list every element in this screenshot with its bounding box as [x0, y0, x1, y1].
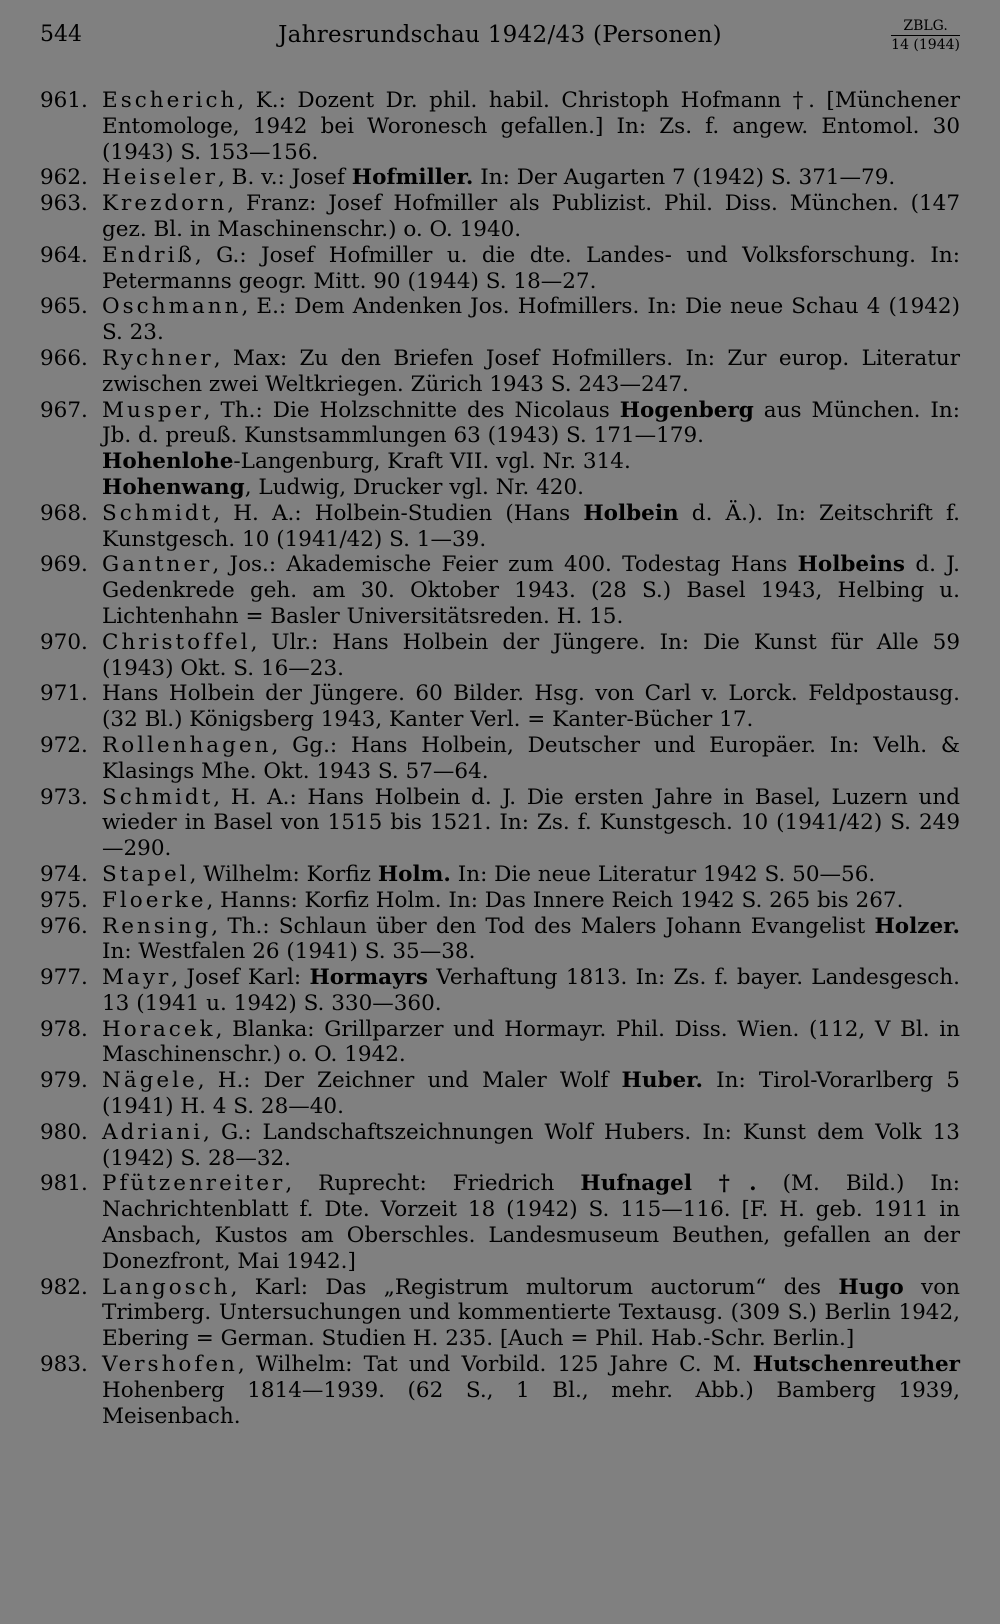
entry-author: Horacek — [102, 1016, 216, 1042]
entry-text-part: von Trimberg. Untersuchungen und kommentierte Textausg. (309 S.) Berlin 1942, Ebering = German. Studien H. 235. [Auch = Phil. Hab.-Schr. Berlin.] — [102, 1274, 960, 1352]
entry-author: Rollenhagen — [102, 732, 272, 758]
bibliography-entry — [40, 888, 960, 914]
entry-text — [102, 1120, 960, 1172]
bibliography-entry — [40, 1275, 960, 1352]
bibliography-entry — [40, 785, 960, 862]
entry-text-part: , Gg.: Hans Holbein, Deutscher und Europäer. In: Velh. & Klasings Mhe. Okt. 1943 S. 57—64. — [102, 732, 960, 784]
entry-text — [102, 681, 960, 733]
entry-number: 970. — [40, 629, 88, 655]
entry-author: Stapel — [102, 861, 190, 887]
entry-text-part: , G.: Landschaftszeichnungen Wolf Hubers. In: Kunst dem Volk 13 (1942) S. 28—32. — [102, 1119, 960, 1171]
entry-text-part: , H.: Der Zeichner und Maler Wolf — [197, 1068, 622, 1094]
entry-text-part: d. Ä.). In: Zeitschrift f. Kunstgesch. 10 (1941/42) S. 1—39. — [102, 500, 961, 552]
entry-keyword: Hohenlohe — [102, 449, 234, 475]
entry-text-part: Verhaftung 1813. In: Zs. f. bayer. Landesgesch. 13 (1941 u. 1942) S. 330—360. — [102, 965, 960, 1016]
entry-author: Langosch — [102, 1274, 231, 1300]
entry-text — [102, 862, 960, 888]
entry-number: 983. — [40, 1352, 88, 1378]
cross-reference — [40, 475, 960, 501]
entry-text-part: Hohenberg 1814—1939. (62 S., 1 Bl., mehr. Abb.) Bamberg 1939, Meisenbach. — [102, 1377, 960, 1429]
entry-text-part: , Th.: Schlaun über den Tod des Malers Johann Evangelist — [211, 913, 875, 939]
cross-reference — [40, 449, 960, 475]
entry-keyword: Holm. — [377, 861, 451, 887]
entry-number: 964. — [40, 242, 88, 268]
bibliography-entry — [40, 862, 960, 888]
entry-number: 981. — [40, 1171, 88, 1197]
entry-text — [102, 733, 960, 785]
entry-text-part: , H. A.: Hans Holbein d. J. Die ersten Jahre in Basel, Luzern und wieder in Basel von 1515 bis 1521. In: Zs. f. Kunstgesch. 10 (1941/42) S. 249—290. — [102, 784, 960, 862]
entry-author: Escherich — [102, 88, 238, 113]
bibliography-entry — [40, 398, 960, 450]
entry-author: Vershofen — [102, 1352, 238, 1378]
bibliography-entry — [40, 1352, 960, 1429]
entry-author: Rychner — [102, 345, 214, 371]
entry-author: Rensing — [102, 913, 212, 939]
bibliography-entry — [40, 965, 960, 1017]
entry-text-part: , E.: Dem Andenken Jos. Hofmillers. In: Die neue Schau 4 (1942) S. 23. — [102, 294, 960, 346]
entry-text — [102, 1017, 960, 1069]
entry-number: 979. — [40, 1068, 88, 1094]
entry-text-part: , K.: Dozent Dr. phil. habil. Christoph Hofmann †. [Münchener Entomologe, 1942 bei Woronesch gefallen.] In: Zs. f. angew. Entomol. 30 (1943) S. 153—156. — [102, 88, 960, 165]
entry-author: Mayr — [102, 965, 172, 991]
entry-number: 974. — [40, 861, 88, 887]
entry-number: 982. — [40, 1274, 88, 1300]
journal-abbreviation: ZBLG. — [891, 18, 960, 36]
entry-keyword: Hormayrs — [309, 965, 429, 991]
entry-text-part: , Franz: Josef Hofmiller als Publizist. Phil. Diss. München. (147 gez. Bl. in Maschinenschr.) o. O. 1940. — [102, 191, 960, 242]
entry-text-part: In: Westfalen 26 (1941) S. 35—38. — [102, 939, 476, 965]
bibliography-entry — [40, 346, 960, 398]
entry-text — [102, 88, 960, 165]
entry-text-part: d. J. Gedenkrede geh. am 30. Oktober 1943. (28 S.) Basel 1943, Helbing u. Lichtenhahn = Basler Universitätsreden. H. 15. — [102, 552, 960, 629]
entry-text-part: , Jos.: Akademische Feier zum 400. Todestag Hans — [212, 552, 798, 578]
entry-text-part: -Langenburg, Kraft VII. vgl. Nr. 314. — [233, 449, 631, 475]
bibliography-entry — [40, 733, 960, 785]
entry-text — [102, 785, 960, 862]
entry-text-part: , B. v.: Josef — [217, 165, 352, 191]
entry-number: 980. — [40, 1119, 88, 1145]
running-title: Jahresrundschau 1942/43 (Personen) — [278, 22, 722, 48]
entry-text — [102, 1352, 960, 1429]
bibliography-entry — [40, 165, 960, 191]
entry-text-part: , Ulr.: Hans Holbein der Jüngere. In: Die Kunst für Alle 59 (1943) Okt. S. 16—23. — [102, 629, 960, 681]
entry-author: Floerke — [102, 887, 207, 913]
entry-keyword: Holbeins — [797, 552, 906, 578]
entry-author: Christoffel — [102, 629, 251, 655]
entry-text — [102, 243, 960, 295]
entry-text — [102, 914, 960, 966]
entry-keyword: Hufnagel †. — [580, 1171, 757, 1197]
entry-keyword: Huber. — [621, 1068, 703, 1094]
entry-author: Schmidt — [102, 784, 214, 810]
entry-author: Heiseler — [102, 165, 218, 191]
entry-text-part: , Wilhelm: Tat und Vorbild. 125 Jahre C. M. — [237, 1352, 753, 1378]
entry-text-part: , Ruprecht: Friedrich — [285, 1171, 581, 1197]
entry-text-part: In: Die neue Literatur 1942 S. 50—56. — [450, 861, 876, 887]
entry-author: Gantner — [102, 552, 213, 578]
entry-text-part: , Max: Zu den Briefen Josef Hofmillers. In: Zur europ. Literatur zwischen zwei Weltkriegen. Zürich 1943 S. 243—247. — [102, 345, 960, 397]
entry-text-part: , Ludwig, Drucker vgl. Nr. 420. — [244, 474, 584, 500]
entry-number: 978. — [40, 1016, 88, 1042]
entry-text-part: , Karl: Das „Registrum multorum auctorum“ des — [230, 1274, 839, 1300]
bibliography-entry — [40, 1068, 960, 1120]
entry-keyword: Hohenwang — [102, 474, 245, 500]
entry-text — [102, 191, 960, 243]
entry-text — [102, 965, 960, 1017]
entry-text — [102, 630, 960, 682]
bibliography-entry — [40, 501, 960, 553]
entry-number: 968. — [40, 500, 88, 526]
entry-number: 975. — [40, 887, 88, 913]
entry-keyword: Holbein — [583, 500, 679, 526]
entry-author: Endriß — [102, 242, 195, 268]
entry-number: 962. — [40, 165, 88, 191]
entry-number: 965. — [40, 294, 88, 320]
entry-author: Musper — [102, 397, 204, 423]
entry-number: 963. — [40, 191, 88, 217]
entry-number: 961. — [40, 88, 88, 113]
entry-text-part: , Wilhelm: Korfiz — [189, 861, 378, 887]
entry-text — [102, 1068, 960, 1120]
bibliography-entry — [40, 630, 960, 682]
entry-number: 973. — [40, 784, 88, 810]
page-number: 544 — [40, 22, 82, 47]
journal-reference — [891, 18, 960, 53]
entry-keyword: Hogenberg — [619, 397, 754, 423]
journal-volume: 14 (1944) — [891, 37, 960, 53]
entry-number: 967. — [40, 397, 88, 423]
entry-text-part: , Th.: Die Holzschnitte des Nicolaus — [203, 397, 620, 423]
bibliography-entry — [40, 191, 960, 243]
entry-keyword: Hutschenreuther — [752, 1352, 960, 1378]
bibliography-entry — [40, 681, 960, 733]
entry-number: 971. — [40, 681, 88, 707]
entry-text-part: aus München. In: Jb. d. preuß. Kunstsammlungen 63 (1943) S. 171—179. — [102, 397, 960, 449]
entry-text — [102, 1171, 960, 1274]
entry-text-part: , G.: Josef Hofmiller u. die dte. Landes- und Volksforschung. In: Petermanns geogr. Mitt. 90 (1944) S. 18—27. — [102, 242, 960, 294]
bibliography-entry — [40, 1171, 960, 1274]
bibliography-entry — [40, 552, 960, 629]
bibliography-list — [40, 88, 960, 1429]
entry-text-part: Hans Holbein der Jüngere. 60 Bilder. Hsg. von Carl v. Lorck. Feldpostausg. (32 Bl.) Königsberg 1943, Kanter Verl. = Kanter-Bücher 17. — [102, 681, 960, 733]
page-header — [40, 18, 960, 62]
entry-number: 976. — [40, 913, 88, 939]
entry-text-part: (M. Bild.) In: Nachrichtenblatt f. Dte. Vorzeit 18 (1942) S. 115—116. [F. H. geb. 1911 in Ansbach, Kustos am Oberschles. Landesmuseum Beuthen, gefallen an der Donezfront, Mai 1942.] — [102, 1171, 960, 1274]
entry-text-part: , H. A.: Holbein-Studien (Hans — [213, 500, 584, 526]
entry-text — [102, 165, 960, 191]
entry-text-part: , Josef Karl: — [171, 965, 310, 991]
entry-number: 977. — [40, 965, 88, 991]
entry-text-part: In: Tirol-Vorarlberg 5 (1941) H. 4 S. 28—40. — [102, 1068, 960, 1120]
entry-text-part: In: Der Augarten 7 (1942) S. 371—79. — [473, 165, 896, 191]
entry-text-part: , Blanka: Grillparzer und Hormayr. Phil. Diss. Wien. (112, V Bl. in Maschinenschr.) o. O. 1942. — [102, 1016, 960, 1068]
entry-text — [102, 398, 960, 450]
entry-number: 972. — [40, 732, 88, 758]
bibliography-entry — [40, 1120, 960, 1172]
entry-keyword: Holzer. — [874, 913, 960, 939]
entry-author: Adriani — [102, 1119, 203, 1145]
entry-text — [102, 346, 960, 398]
entry-text — [102, 501, 960, 553]
bibliography-entry — [40, 294, 960, 346]
bibliography-entry — [40, 88, 960, 165]
entry-number: 966. — [40, 345, 88, 371]
entry-text-part: , Hanns: Korfiz Holm. In: Das Innere Reich 1942 S. 265 bis 267. — [206, 887, 904, 913]
entry-keyword: Hugo — [838, 1274, 904, 1300]
entry-author: Oschmann — [102, 294, 242, 320]
entry-text — [102, 888, 960, 914]
entry-author: Pfützenreiter — [102, 1171, 286, 1197]
entry-author: Nägele — [102, 1068, 198, 1094]
entry-author: Krezdorn — [102, 191, 228, 217]
entry-number: 969. — [40, 552, 88, 578]
bibliography-entry — [40, 1017, 960, 1069]
bibliography-entry — [40, 914, 960, 966]
entry-text — [102, 552, 960, 629]
entry-text — [102, 294, 960, 346]
entry-text — [102, 1275, 960, 1352]
entry-author: Schmidt — [102, 500, 214, 526]
entry-keyword: Hofmiller. — [351, 165, 474, 191]
bibliography-entry — [40, 243, 960, 295]
